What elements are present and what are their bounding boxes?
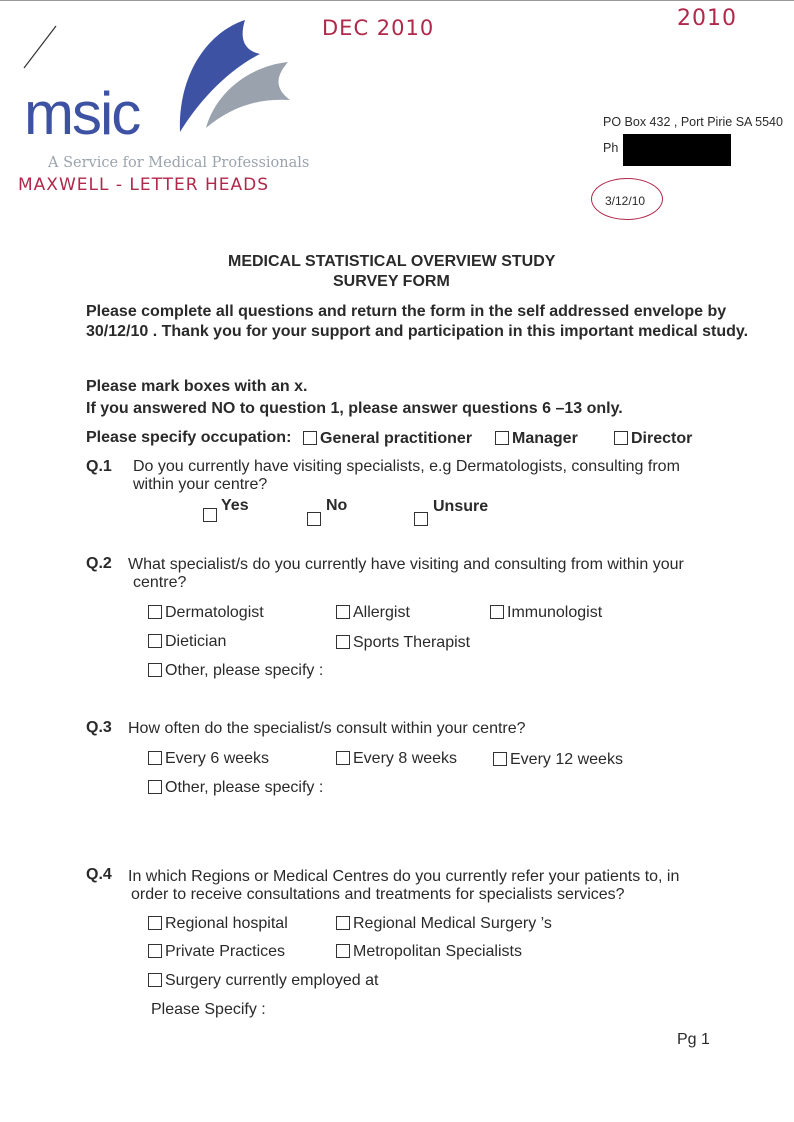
checkbox[interactable] [148, 663, 162, 677]
q3-every-12-weeks-option[interactable]: Every 12 weeks [493, 751, 623, 769]
form-title: MEDICAL STATISTICAL OVERVIEW STUDY [228, 253, 556, 270]
phone-label: Ph [603, 141, 619, 155]
logo-wordmark: msic [24, 80, 140, 147]
scan-mark [18, 22, 58, 72]
logo-swoosh-icon [150, 14, 300, 144]
q3-text-line-1: How often do the specialist/s consult within your centre? [128, 720, 526, 737]
q4-text-line-1: In which Regions or Medical Centres do you currently refer your patients to, in [128, 868, 680, 885]
checkbox[interactable] [495, 431, 509, 445]
received-date: 3/12/10 [605, 194, 646, 208]
instruction-line-1: Please mark boxes with an x. [86, 378, 308, 395]
q2-other-option[interactable]: Other, please specify : [148, 662, 323, 680]
q1-unsure-label: Unsure [433, 498, 489, 515]
checkbox[interactable] [148, 751, 162, 765]
q1-no-checkbox[interactable] [307, 512, 321, 526]
handwritten-note: MAXWELL - LETTER HEADS [18, 175, 270, 195]
postal-address: PO Box 432 , Port Pirie SA 5540 [603, 115, 783, 129]
q4-private-practices-option[interactable]: Private Practices [148, 943, 285, 961]
occupation-label: Please specify occupation: [86, 429, 292, 446]
checkbox[interactable] [493, 752, 507, 766]
page-number: Pg 1 [677, 1031, 710, 1048]
q2-text-line-2: centre? [133, 574, 187, 591]
q1-yes-checkbox[interactable] [203, 508, 217, 522]
checkbox[interactable] [148, 916, 162, 930]
checkbox[interactable] [336, 944, 350, 958]
q1-number: Q.1 [86, 458, 112, 475]
checkbox[interactable] [148, 780, 162, 794]
q3-number: Q.3 [86, 719, 112, 736]
checkbox[interactable] [303, 431, 317, 445]
q1-unsure-checkbox[interactable] [414, 512, 428, 526]
q4-specify-label: Please Specify : [151, 1001, 266, 1018]
checkbox[interactable] [490, 605, 504, 619]
checkbox[interactable] [336, 605, 350, 619]
checkbox[interactable] [614, 431, 628, 445]
occupation-gp-option[interactable]: General practitioner [303, 430, 472, 448]
q4-surgery-employed-option[interactable]: Surgery currently employed at [148, 972, 378, 990]
q4-regional-medical-surgery-option[interactable]: Regional Medical Surgery ’s [336, 915, 552, 933]
intro-line-1: Please complete all questions and return the form in the self addressed envelope by [86, 303, 727, 320]
checkbox[interactable] [148, 973, 162, 987]
checkbox[interactable] [336, 916, 350, 930]
q1-text-line-2: within your centre? [133, 476, 268, 493]
q3-other-option[interactable]: Other, please specify : [148, 779, 323, 797]
q2-number: Q.2 [86, 555, 112, 572]
q4-regional-hospital-option[interactable]: Regional hospital [148, 915, 288, 933]
q4-text-line-2: order to receive consultations and treatments for specialists services? [131, 886, 625, 903]
checkbox[interactable] [336, 635, 350, 649]
occupation-manager-option[interactable]: Manager [495, 430, 578, 448]
handwritten-year: 2010 [677, 6, 737, 31]
q1-no-label: No [326, 497, 348, 514]
intro-line-2: 30/12/10 . Thank you for your support and participation in this important medical study. [86, 323, 749, 340]
instruction-line-2: If you answered NO to question 1, please answer questions 6 –13 only. [86, 400, 623, 417]
q4-number: Q.4 [86, 866, 112, 883]
occupation-director-option[interactable]: Director [614, 430, 692, 448]
form-subtitle: SURVEY FORM [333, 273, 450, 290]
checkbox[interactable] [148, 605, 162, 619]
checkbox[interactable] [148, 944, 162, 958]
q1-yes-label: Yes [221, 497, 249, 514]
q2-immunologist-option[interactable]: Immunologist [490, 604, 602, 622]
q4-metropolitan-specialists-option[interactable]: Metropolitan Specialists [336, 943, 522, 961]
redacted-phone [623, 134, 731, 166]
q3-every-6-weeks-option[interactable]: Every 6 weeks [148, 750, 269, 768]
checkbox[interactable] [148, 634, 162, 648]
q1-text-line-1: Do you currently have visiting specialists, e.g Dermatologists, consulting from [133, 458, 680, 475]
checkbox[interactable] [336, 751, 350, 765]
q2-text-line-1: What specialist/s do you currently have visiting and consulting from within your [128, 556, 684, 573]
q2-sports-therapist-option[interactable]: Sports Therapist [336, 634, 470, 652]
q2-dietician-option[interactable]: Dietician [148, 633, 226, 651]
scan-top-edge [0, 0, 794, 1]
handwritten-date: DEC 2010 [322, 16, 435, 40]
q2-dermatologist-option[interactable]: Dermatologist [148, 604, 264, 622]
logo-tagline: A Service for Medical Professionals [48, 155, 310, 171]
q2-allergist-option[interactable]: Allergist [336, 604, 410, 622]
q3-every-8-weeks-option[interactable]: Every 8 weeks [336, 750, 457, 768]
